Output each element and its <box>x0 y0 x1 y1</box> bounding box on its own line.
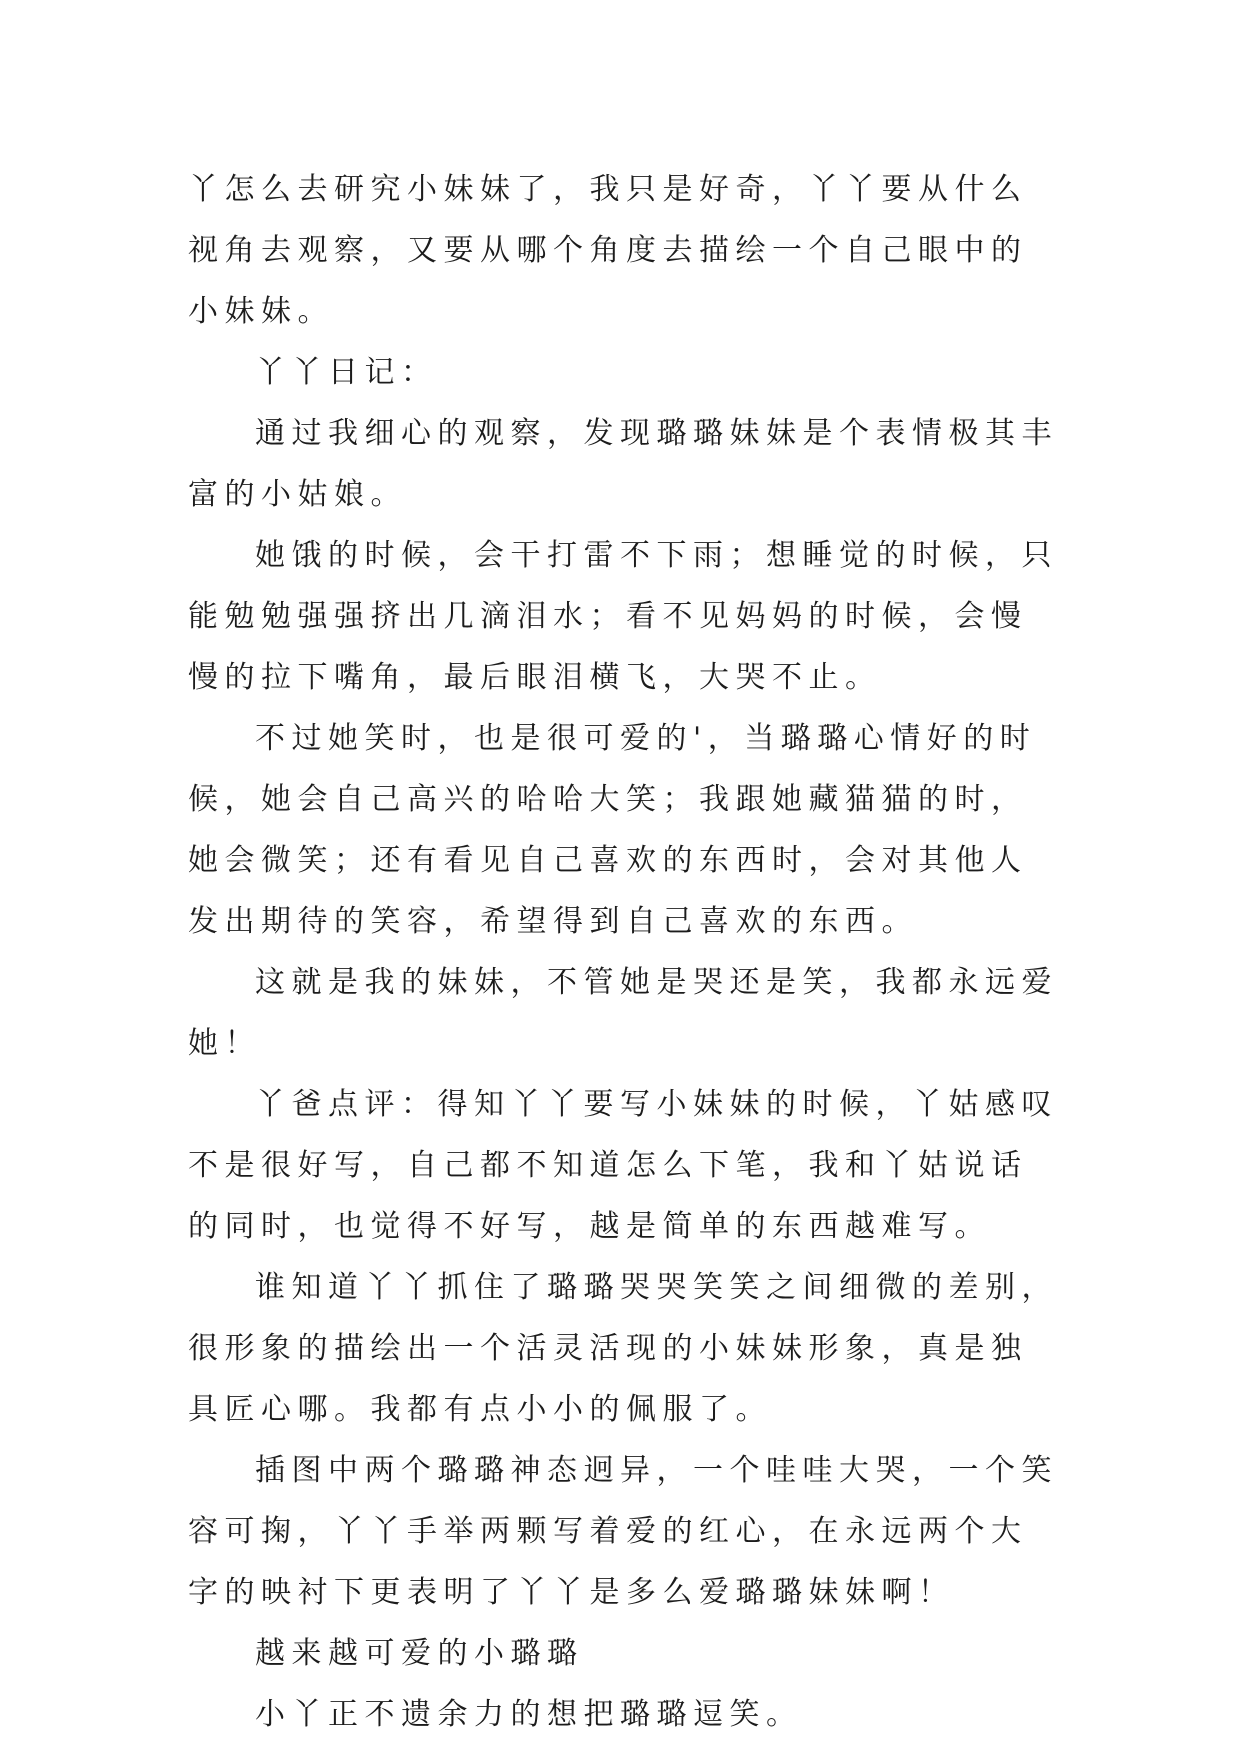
paragraph-love: 这就是我的妹妹，不管她是哭还是笑，我都永远爱她！ <box>188 965 1058 1061</box>
paragraph-caption-2: 小丫正不遗余力的想把璐璐逗笑。 <box>255 1697 803 1732</box>
paragraph-dad-comment: 丫爸点评：得知丫丫要写小妹妹的时候，丫姑感叹不是很好写，自己都不知道怎么下笔，我和丫姑说话的同时，也觉得不好写，越是简单的东西越难写。 <box>188 1087 1058 1244</box>
paragraph-crying: 她饿的时候，会干打雷不下雨；想睡觉的时候，只能勉勉强强挤出几滴泪水；看不见妈妈的时候，会慢慢的拉下嘴角，最后眼泪横飞，大哭不止。 <box>188 538 1058 695</box>
paragraph-observation: 通过我细心的观察，发现璐璐妹妹是个表情极其丰富的小姑娘。 <box>188 416 1058 512</box>
paragraph-illustration: 插图中两个璐璐神态迥异，一个哇哇大哭，一个笑容可掬，丫丫手举两颗写着爱的红心，在永远两个大字的映衬下更表明了丫丫是多么爱璐璐妹妹啊！ <box>188 1453 1058 1610</box>
paragraph-diary-heading: 丫丫日记： <box>255 355 438 390</box>
paragraph-intro-continued: 丫怎么去研究小妹妹了，我只是好奇，丫丫要从什么视角去观察，又要从哪个角度去描绘一个自己眼中的小妹妹。 <box>188 172 1028 329</box>
paragraph-detail-praise: 谁知道丫丫抓住了璐璐哭哭笑笑之间细微的差别，很形象的描绘出一个活灵活现的小妹妹形象，真是独具匠心哪。我都有点小小的佩服了。 <box>188 1270 1058 1427</box>
paragraph-caption-1: 越来越可爱的小璐璐 <box>255 1636 584 1671</box>
document-body <box>188 159 1060 1745</box>
paragraph-smiling: 不过她笑时，也是很可爱的'，当璐璐心情好的时候，她会自己高兴的哈哈大笑；我跟她藏猫猫的时，她会微笑；还有看见自己喜欢的东西时，会对其他人发出期待的笑容，希望得到自己喜欢的东西。 <box>188 721 1037 939</box>
